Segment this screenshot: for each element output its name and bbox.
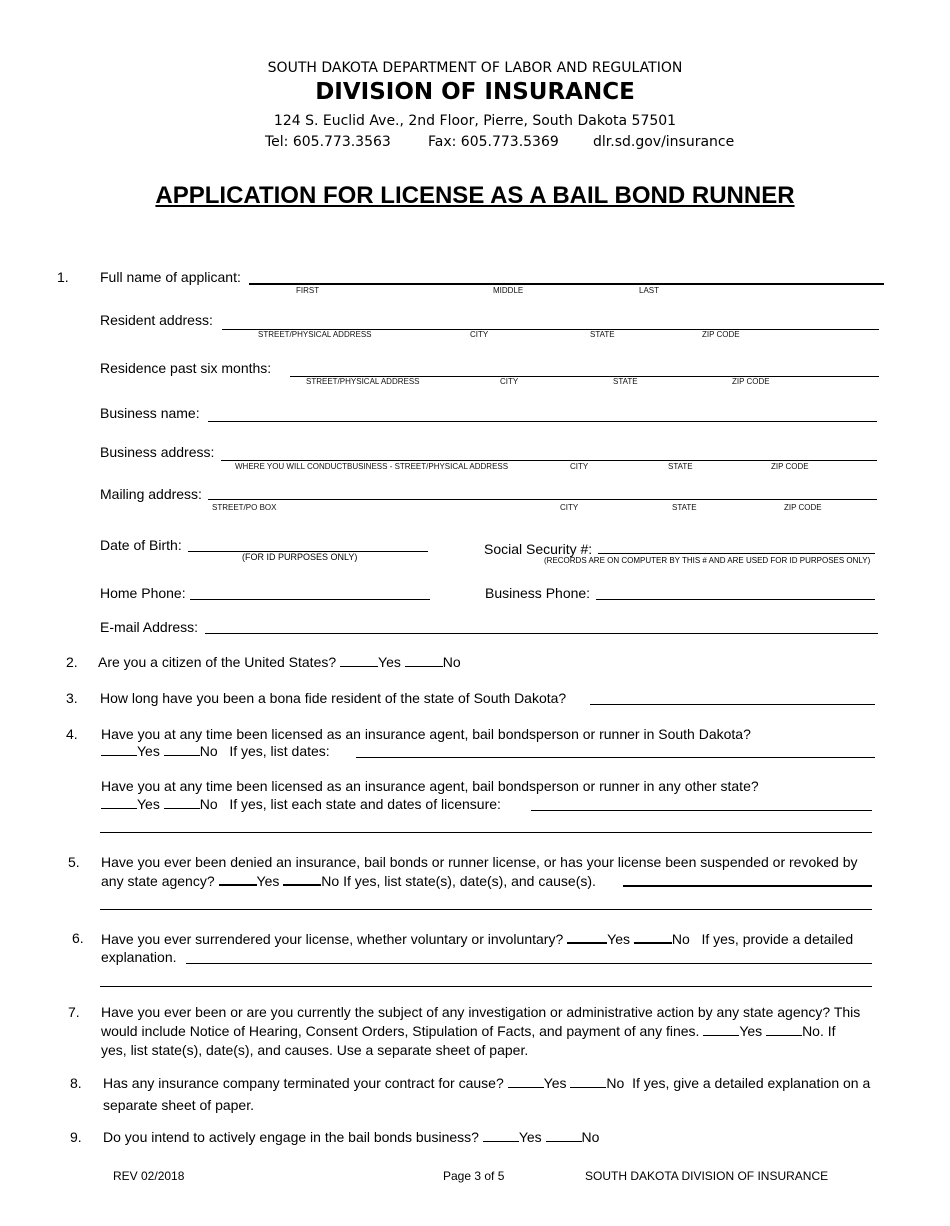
q7-no-blank[interactable] [766, 1023, 802, 1036]
q3-text: How long have you been a bona fide resident of the state of South Dakota? [100, 690, 567, 706]
q8-line1: Has any insurance company terminated your contract for cause? [103, 1075, 504, 1091]
q4b-yes-blank[interactable] [101, 796, 137, 809]
q7-line2-end: . If [819, 1023, 836, 1039]
footer-org: SOUTH DAKOTA DIVISION OF INSURANCE [585, 1169, 829, 1183]
q6-no-blank[interactable] [634, 930, 672, 944]
city-caption: CITY [500, 377, 519, 386]
state-caption: STATE [590, 330, 615, 339]
q6-line1b: If yes, provide a detailed [701, 931, 854, 947]
ssn-field[interactable] [598, 553, 875, 554]
resident-address-label: Resident address: [100, 312, 213, 328]
zip-caption: ZIP CODE [771, 462, 809, 471]
q2-no-blank[interactable] [405, 654, 443, 667]
q4b-no-blank[interactable] [164, 796, 200, 809]
zip-caption: ZIP CODE [702, 330, 740, 339]
home-phone-label: Home Phone: [100, 585, 186, 601]
dob-label: Date of Birth: [100, 537, 182, 553]
state-caption: STATE [672, 503, 697, 512]
residence-past-label: Residence past six months: [100, 360, 272, 376]
home-phone-field[interactable] [190, 599, 430, 600]
zip-caption: ZIP CODE [784, 503, 822, 512]
q6-yes-blank[interactable] [567, 930, 607, 944]
q4-extra-line[interactable] [100, 832, 872, 833]
footer-page: Page 3 of 5 [443, 1169, 505, 1183]
no-label: No [199, 796, 218, 812]
website[interactable]: dlr.sd.gov/insurance [593, 134, 735, 150]
q5-number: 5. [68, 854, 80, 870]
city-caption: CITY [470, 330, 489, 339]
yes-label: Yes [607, 931, 630, 947]
full-name-label: Full name of applicant: [100, 269, 241, 285]
q2-row [98, 654, 461, 670]
q6-row [101, 930, 853, 947]
q7-line1: Have you ever been or are you currently the subject of any investigation or administrative action by any state agency? This [101, 1004, 861, 1020]
mailing-address-field[interactable] [208, 499, 877, 500]
q7-yes-blank[interactable] [703, 1023, 739, 1036]
q5-yes-blank[interactable] [219, 872, 257, 886]
street-caption: STREET/PHYSICAL ADDRESS [258, 330, 372, 339]
q5-no-blank[interactable] [283, 872, 321, 886]
q4a-yes-blank[interactable] [101, 743, 137, 756]
q3-answer-field[interactable] [590, 704, 875, 705]
state-caption: STATE [668, 462, 693, 471]
q8-line2: separate sheet of paper. [103, 1097, 254, 1113]
q8-line1b: If yes, give a detailed explanation on a [632, 1075, 871, 1091]
q9-number: 9. [70, 1129, 82, 1145]
no-label: No [199, 743, 218, 759]
q4-number: 4. [66, 726, 78, 742]
yes-label: Yes [518, 1129, 542, 1145]
yes-label: Yes [543, 1075, 567, 1091]
q5-extra-line[interactable] [100, 909, 872, 910]
dept-name: SOUTH DAKOTA DEPARTMENT OF LABOR AND REGULATION [267, 60, 683, 76]
q6-number: 6. [72, 930, 84, 946]
tel-number: Tel: 605.773.3563 [265, 134, 391, 150]
q5-answer-field[interactable] [623, 885, 872, 887]
no-label: No [606, 1075, 625, 1091]
business-address-label: Business address: [100, 444, 215, 460]
last-caption: LAST [639, 286, 660, 295]
dob-note: (FOR ID PURPOSES ONLY) [242, 552, 358, 562]
city-caption: CITY [560, 503, 579, 512]
q9-row [103, 1129, 599, 1145]
q5-line2b: If yes, list state(s), date(s), and cause(s). [343, 873, 596, 889]
q4-states-field[interactable] [531, 810, 872, 811]
ssn-note: (RECORDS ARE ON COMPUTER BY THIS # AND ARE USED FOR ID PURPOSES ONLY) [544, 556, 871, 565]
q4-row-b [101, 796, 501, 812]
q4-list-states: If yes, list each state and dates of licensure: [229, 796, 501, 812]
q2-yes-blank[interactable] [340, 654, 378, 667]
email-label: E-mail Address: [100, 619, 199, 635]
yes-label: Yes [378, 654, 401, 670]
q8-no-blank[interactable] [570, 1075, 606, 1088]
q4-text-b: Have you at any time been licensed as an insurance agent, bail bondsperson or runner in any other state? [101, 778, 759, 794]
q2-text: Are you a citizen of the United States? [98, 654, 337, 670]
no-label: No [671, 931, 690, 947]
division-name: DIVISION OF INSURANCE [315, 79, 635, 105]
q4-dates-field[interactable] [356, 757, 875, 758]
city-caption: CITY [570, 462, 589, 471]
q8-row [103, 1075, 870, 1091]
q4-list-dates: If yes, list dates: [229, 743, 330, 759]
q8-number: 8. [70, 1075, 82, 1091]
q9-yes-blank[interactable] [483, 1129, 519, 1142]
street-caption: STREET/PHYSICAL ADDRESS [306, 377, 420, 386]
full-name-field[interactable] [249, 283, 884, 285]
q5-line1: Have you ever been denied an insurance, bail bonds or runner license, or has your license been suspended or revoked by [101, 854, 858, 870]
business-name-label: Business name: [100, 405, 200, 421]
zip-caption: ZIP CODE [732, 377, 770, 386]
email-field[interactable] [205, 633, 878, 634]
q9-no-blank[interactable] [546, 1129, 582, 1142]
business-phone-label: Business Phone: [485, 585, 591, 601]
no-label: No [321, 873, 340, 889]
yes-label: Yes [137, 743, 160, 759]
middle-caption: MIDDLE [493, 286, 524, 295]
footer-rev: REV 02/2018 [113, 1169, 185, 1183]
q6-answer-field[interactable] [186, 963, 872, 964]
state-caption: STATE [613, 377, 638, 386]
q8-yes-blank[interactable] [508, 1075, 544, 1088]
q6-extra-line[interactable] [100, 986, 872, 987]
yes-label: Yes [256, 873, 280, 889]
q7-line2: would include Notice of Hearing, Consent Orders, Stipulation of Facts, and payment of any fines. [101, 1023, 700, 1039]
no-label: No [802, 1023, 820, 1039]
fax-number: Fax: 605.773.5369 [428, 134, 559, 150]
q1-number: 1. [57, 269, 69, 285]
business-phone-field[interactable] [596, 599, 875, 600]
q2-number: 2. [66, 654, 78, 670]
form-title: APPLICATION FOR LICENSE AS A BAIL BOND RUNNER [155, 182, 795, 209]
q4-row-a [101, 743, 330, 759]
q5-line2a: any state agency? [101, 873, 215, 889]
q4-text-a: Have you at any time been licensed as an insurance agent, bail bondsperson or runner in South Dakota? [101, 726, 751, 742]
first-caption: FIRST [296, 286, 320, 295]
q7-number: 7. [68, 1004, 80, 1020]
no-label: No [442, 654, 461, 670]
business-name-field[interactable] [208, 421, 877, 422]
business-street-caption: WHERE YOU WILL CONDUCTBUSINESS - STREET/PHYSICAL ADDRESS [235, 462, 509, 471]
yes-label: Yes [137, 796, 160, 812]
q7-line3: yes, list state(s), date(s), and causes. Use a separate sheet of paper. [101, 1042, 529, 1058]
q6-line1: Have you ever surrendered your license, whether voluntary or involuntary? [101, 931, 564, 947]
ssn-label: Social Security #: [484, 541, 593, 557]
q9-text: Do you intend to actively engage in the bail bonds business? [103, 1129, 479, 1145]
q4a-no-blank[interactable] [164, 743, 200, 756]
q5-row [101, 872, 596, 889]
office-address: 124 S. Euclid Ave., 2nd Floor, Pierre, South Dakota 57501 [273, 113, 677, 129]
q3-number: 3. [66, 690, 78, 706]
no-label: No [581, 1129, 600, 1145]
q7-row [101, 1023, 836, 1039]
mailing-address-label: Mailing address: [100, 486, 202, 502]
business-address-field[interactable] [221, 460, 877, 461]
yes-label: Yes [739, 1023, 763, 1039]
q6-line2: explanation. [101, 949, 177, 965]
street-po-caption: STREET/PO BOX [212, 503, 277, 512]
